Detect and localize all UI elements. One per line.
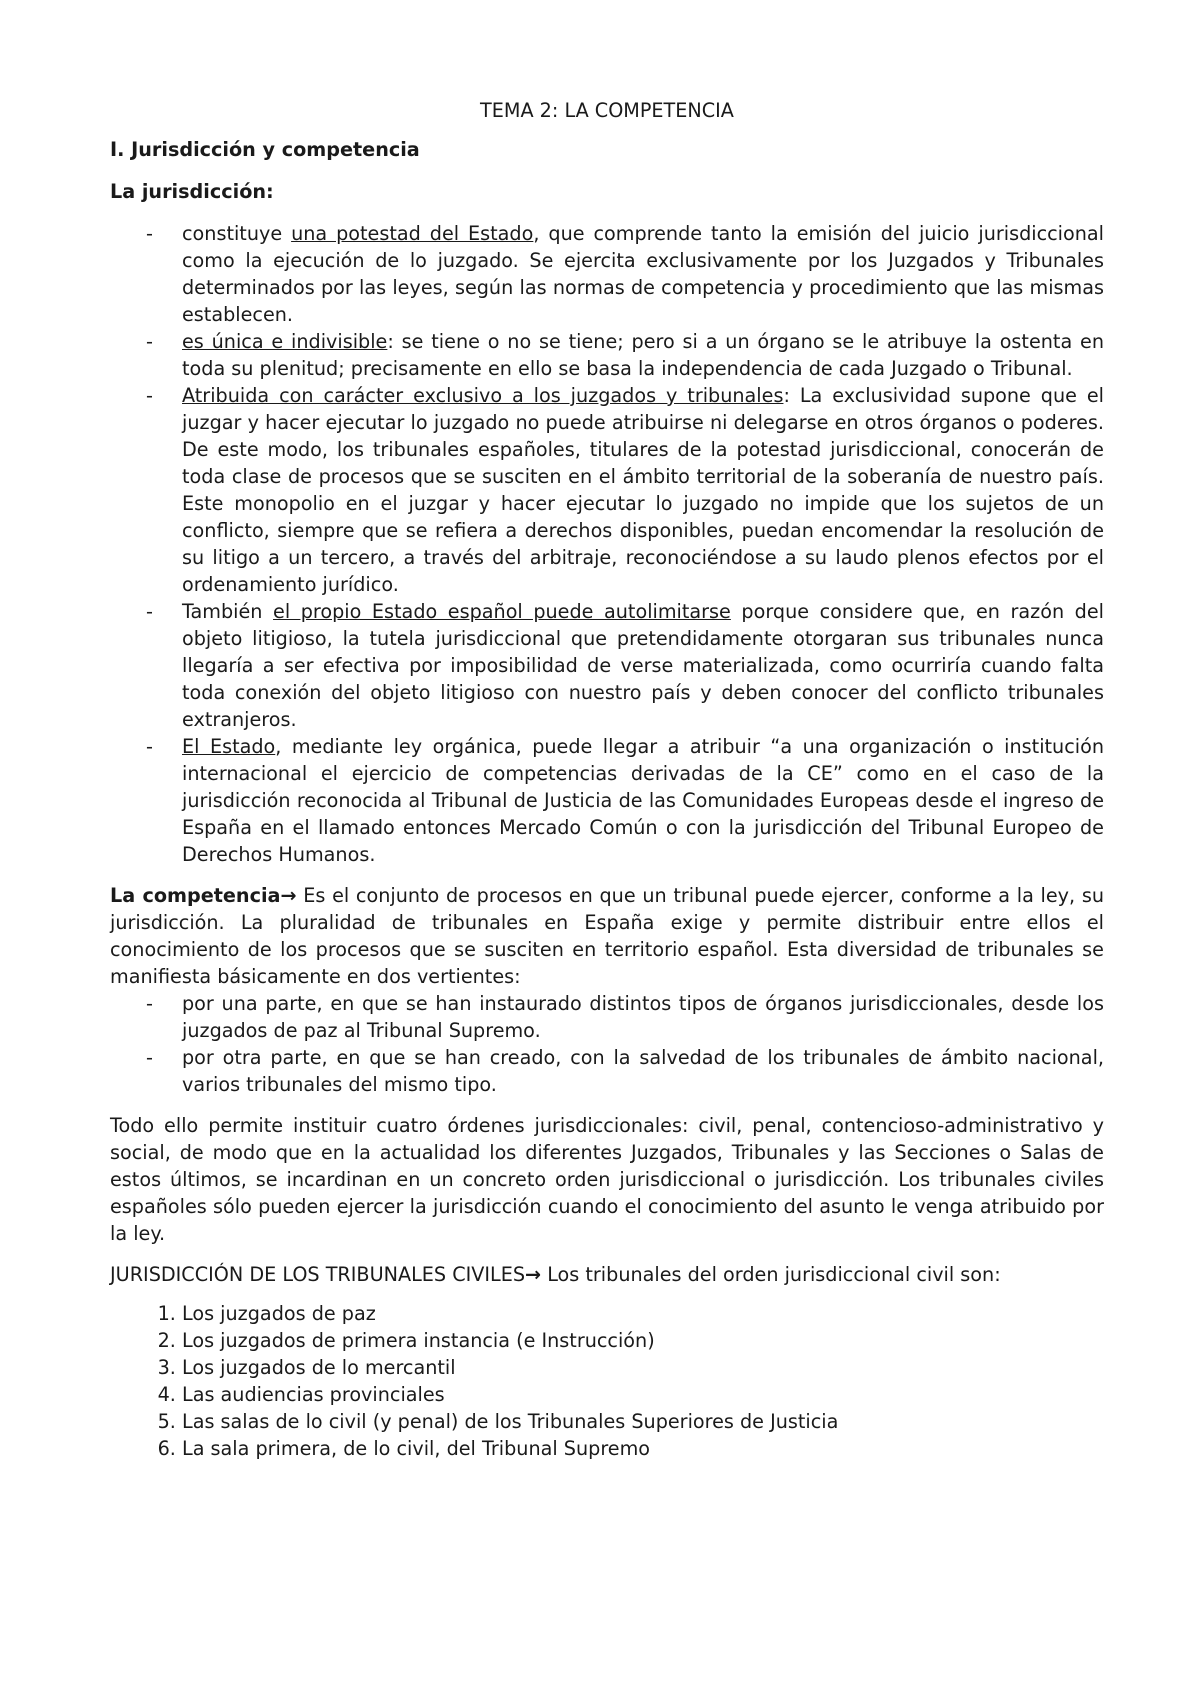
ordenes-paragraph: Todo ello permite instituir cuatro órdenes jurisdiccionales: civil, penal, contencioso-administrativo y social, de modo que en la actualidad los diferentes Juzgados, Tribunales y las Secciones o Salas de estos últimos, se incardinan en un concreto orden jurisdiccional o jurisdicción. Los tribunales civiles españoles sólo pueden ejercer la jurisdicción cuando el conocimiento del asunto le venga atribuido por la ley. [110,1114,1104,1245]
competencia-paragraph [110,882,1104,990]
underlined-phrase: el propio Estado español puede autolimitarse [273,600,731,623]
courts-list [110,1300,1104,1462]
competencia-text: Es el conjunto de procesos en que un tribunal puede ejercer, conforme a la ley, su jurisdicción. La pluralidad de tribunales en España exige y permite distribuir entre ellos el conocimiento de los procesos que se susciten en territorio español. Esta diversidad de tribunales se manifiesta básicamente en dos vertientes: [110,884,1104,988]
civiles-label: JURISDICCIÓN DE LOS TRIBUNALES CIVILES [110,1263,526,1286]
list-item [110,382,1104,598]
list-item: 1. Los juzgados de paz [182,1300,1104,1327]
item-text: constituye [182,222,292,245]
list-item [110,733,1104,868]
arrow-right-icon: → [280,884,297,907]
list-item [110,328,1104,382]
item-text: , que comprende tanto la emisión del juicio jurisdiccional como la ejecución de lo juzgado. Se ejercita exclusivamente por los Juzgados y Tribunales determinados por las leyes, según las normas de competencia y procedimiento que las mismas establecen. [182,222,1104,326]
jurisdiccion-list [110,220,1104,868]
list-item [110,220,1104,328]
item-text: , mediante ley orgánica, puede llegar a atribuir “a una organización o institución internacional el ejercicio de competencias derivadas de la CE” como en el caso de la jurisdicción reconocida al Tribunal de Justicia de las Comunidades Europeas desde el ingreso de España en el llamado entonces Mercado Común o con la jurisdicción del Tribunal Europeo de Derechos Humanos. [182,735,1104,866]
civiles-text: Los tribunales del orden jurisdiccional civil son: [541,1263,1001,1286]
list-item: 5. Las salas de lo civil (y penal) de los Tribunales Superiores de Justicia [182,1408,1104,1435]
arrow-right-icon: → [525,1263,542,1286]
underlined-phrase: Atribuida con carácter exclusivo a los juzgados y tribunales [182,384,784,407]
section-heading: I. Jurisdicción y competencia [110,138,420,161]
list-item: 6. La sala primera, de lo civil, del Tribunal Supremo [182,1435,1104,1462]
item-text: : se tiene o no se tiene; pero si a un órgano se le atribuye la ostenta en toda su plenitud; precisamente en ello se basa la independencia de cada Juzgado o Tribunal. [182,330,1104,380]
competencia-label: La competencia [110,884,281,907]
underlined-phrase: una potestad del Estado [291,222,534,245]
item-text: : La exclusividad supone que el juzgar y hacer ejecutar lo juzgado no puede atribuirse ni delegarse en otros órganos o poderes. De este modo, los tribunales españoles, titulares de la potestad jurisdiccional, conocerán de toda clase de procesos que se susciten en el ámbito territorial de la soberanía de nuestro país. Este monopolio en el juzgar y hacer ejecutar lo juzgado no impide que los sujetos de un conflicto, siempre que se refiera a derechos disponibles, puedan encomendar la resolución de su litigo a un tercero, a través del arbitraje, reconociéndose a su laudo plenos efectos por el ordenamiento jurídico. [182,384,1105,596]
item-text: porque considere que, en razón del objeto litigioso, la tutela jurisdiccional que pretendidamente otorgaran sus tribunales nunca llegaría a ser efectiva por imposibilidad de verse materializada, como ocurriría cuando falta toda conexión del objeto litigioso con nuestro país y deben conocer del conflicto tribunales extranjeros. [182,600,1104,731]
document-title: TEMA 2: LA COMPETENCIA [480,99,734,122]
list-item: 3. Los juzgados de lo mercantil [182,1354,1104,1381]
list-item: 4. Las audiencias provinciales [182,1381,1104,1408]
list-item: - por otra parte, en que se han creado, con la salvedad de los tribunales de ámbito nacional, varios tribunales del mismo tipo. [110,1044,1104,1098]
list-item: - por una parte, en que se han instaurado distintos tipos de órganos jurisdiccionales, desde los juzgados de paz al Tribunal Supremo. [110,990,1104,1044]
list-item [110,598,1104,733]
jurisdiccion-heading: La jurisdicción: [110,180,274,203]
competencia-list [110,990,1104,1098]
list-item: 2. Los juzgados de primera instancia (e Instrucción) [182,1327,1104,1354]
underlined-phrase: es única e indivisible [182,330,388,353]
civiles-paragraph [110,1261,1104,1288]
item-text: También [182,600,274,623]
underlined-phrase: El Estado [182,735,276,758]
